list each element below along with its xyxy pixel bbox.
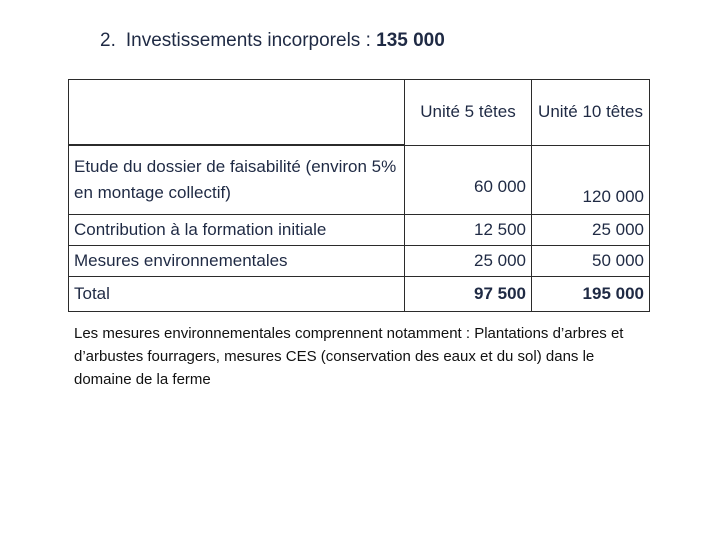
- row-label: Mesures environnementales: [69, 245, 405, 276]
- row-unit-10-value: 120 000: [532, 145, 650, 214]
- table-total-row: [69, 276, 650, 311]
- row-label: Etude du dossier de faisabilité (environ 5% en montage collectif): [69, 145, 405, 214]
- row-unit-10-value: 50 000: [532, 245, 650, 276]
- section-amount: 135 000: [376, 30, 445, 51]
- header-empty: [69, 80, 405, 146]
- header-unit-10: Unité 10 têtes: [532, 80, 650, 146]
- table-row: [69, 245, 650, 276]
- total-label: Total: [69, 276, 405, 311]
- row-unit-5-value: 60 000: [405, 145, 532, 214]
- section-heading: [100, 30, 445, 52]
- table-header-row: [69, 80, 650, 146]
- total-unit-10-value: 195 000: [532, 276, 650, 311]
- table-row: [69, 145, 650, 214]
- header-unit-5: Unité 5 têtes: [405, 80, 532, 146]
- total-unit-5-value: 97 500: [405, 276, 532, 311]
- row-unit-10-value: 25 000: [532, 214, 650, 245]
- row-label: Contribution à la formation initiale: [69, 214, 405, 245]
- section-number: 2.: [100, 30, 116, 51]
- section-title: Investissements incorporels :: [125, 30, 377, 51]
- table-row: [69, 214, 650, 245]
- row-unit-5-value: 12 500: [405, 214, 532, 245]
- footnote-text: Les mesures environnementales comprennent notamment : Plantations d’arbres et d’arbustes fourragers, mesures CES (conservation des eaux et du sol) dans le domaine de la ferme: [74, 325, 624, 388]
- row-unit-5-value: 25 000: [405, 245, 532, 276]
- investment-table: [68, 79, 650, 312]
